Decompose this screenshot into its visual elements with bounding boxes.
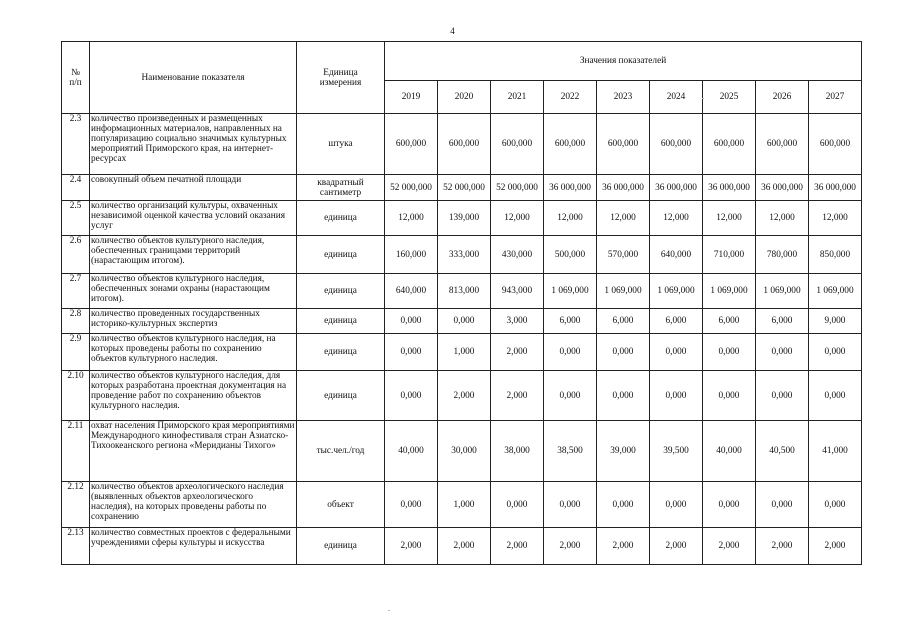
value-cell: 36 000,000 <box>703 175 756 201</box>
row-number: 2.3 <box>62 114 90 175</box>
header-year: 2019 <box>385 81 438 114</box>
indicator-name: количество проведенных государственных историко-культурных экспертиз <box>90 309 297 334</box>
scan-speck <box>702 98 704 99</box>
value-cell: 0,000 <box>703 371 756 421</box>
value-cell: 0,000 <box>650 371 703 421</box>
value-cell: 0,000 <box>809 482 862 528</box>
value-cell: 2,000 <box>491 371 544 421</box>
value-cell: 640,000 <box>385 274 438 309</box>
unit-of-measure: единица <box>297 371 385 421</box>
value-cell: 36 000,000 <box>544 175 597 201</box>
value-cell: 0,000 <box>385 334 438 371</box>
value-cell: 0,000 <box>544 371 597 421</box>
indicator-name: количество объектов культурного наследия, обеспеченных зонами охраны (нарастающим итогом). <box>90 274 297 309</box>
value-cell: 0,000 <box>809 334 862 371</box>
table-row <box>62 482 862 528</box>
value-cell: 600,000 <box>650 114 703 175</box>
table-row <box>62 309 862 334</box>
value-cell: 0,000 <box>385 309 438 334</box>
row-number: 2.6 <box>62 236 90 274</box>
value-cell: 0,000 <box>756 482 809 528</box>
table-row <box>62 175 862 201</box>
value-cell: 160,000 <box>385 236 438 274</box>
value-cell: 6,000 <box>544 309 597 334</box>
indicator-name: количество произведенных и размещенных информационных материалов, направленных на популяризацию социально значимых культурных мероприятий Приморского края, на интернет-ресурсах <box>90 114 297 175</box>
value-cell: 0,000 <box>703 334 756 371</box>
row-number: 2.13 <box>62 528 90 565</box>
value-cell: 0,000 <box>703 482 756 528</box>
value-cell: 0,000 <box>650 334 703 371</box>
unit-of-measure: единица <box>297 274 385 309</box>
unit-of-measure: штука <box>297 114 385 175</box>
value-cell: 0,000 <box>385 482 438 528</box>
value-cell: 0,000 <box>650 482 703 528</box>
value-cell: 1 069,000 <box>703 274 756 309</box>
value-cell: 600,000 <box>809 114 862 175</box>
header-name: Наименование показателя <box>90 42 297 114</box>
value-cell: 1,000 <box>438 334 491 371</box>
value-cell: 12,000 <box>597 201 650 236</box>
value-cell: 38,500 <box>544 421 597 482</box>
indicators-table <box>61 41 862 565</box>
value-cell: 570,000 <box>597 236 650 274</box>
header-num: № п/п <box>62 42 90 114</box>
value-cell: 9,000 <box>809 309 862 334</box>
row-number: 2.9 <box>62 334 90 371</box>
value-cell: 1,000 <box>438 482 491 528</box>
value-cell: 12,000 <box>756 201 809 236</box>
value-cell: 0,000 <box>491 482 544 528</box>
value-cell: 2,000 <box>650 528 703 565</box>
indicator-name: количество совместных проектов с федеральными учреждениями сферы культуры и искусства <box>90 528 297 565</box>
value-cell: 30,000 <box>438 421 491 482</box>
table-row <box>62 421 862 482</box>
value-cell: 333,000 <box>438 236 491 274</box>
indicator-name: количество организаций культуры, охваченных независимой оценкой качества условий оказания услуг <box>90 201 297 236</box>
value-cell: 139,000 <box>438 201 491 236</box>
value-cell: 600,000 <box>597 114 650 175</box>
indicator-name: совокупный объем печатной площади <box>90 175 297 201</box>
value-cell: 12,000 <box>491 201 544 236</box>
value-cell: 0,000 <box>809 371 862 421</box>
value-cell: 52 000,000 <box>438 175 491 201</box>
value-cell: 600,000 <box>491 114 544 175</box>
value-cell: 40,000 <box>703 421 756 482</box>
unit-of-measure: тыс.чел./год <box>297 421 385 482</box>
value-cell: 600,000 <box>703 114 756 175</box>
value-cell: 2,000 <box>438 528 491 565</box>
value-cell: 52 000,000 <box>385 175 438 201</box>
unit-of-measure: единица <box>297 334 385 371</box>
value-cell: 0,000 <box>597 371 650 421</box>
value-cell: 2,000 <box>544 528 597 565</box>
value-cell: 6,000 <box>703 309 756 334</box>
value-cell: 813,000 <box>438 274 491 309</box>
row-number: 2.7 <box>62 274 90 309</box>
value-cell: 600,000 <box>756 114 809 175</box>
unit-of-measure: квадратный сантиметр <box>297 175 385 201</box>
unit-of-measure: единица <box>297 201 385 236</box>
unit-of-measure: единица <box>297 528 385 565</box>
table-row <box>62 334 862 371</box>
unit-of-measure: объект <box>297 482 385 528</box>
value-cell: 0,000 <box>544 482 597 528</box>
header-year: 2027 <box>809 81 862 114</box>
row-number: 2.8 <box>62 309 90 334</box>
value-cell: 943,000 <box>491 274 544 309</box>
row-number: 2.4 <box>62 175 90 201</box>
page-number: 4 <box>450 26 455 36</box>
table-row <box>62 236 862 274</box>
table-row <box>62 201 862 236</box>
indicator-name: количество объектов культурного наследия, на которых проведены работы по сохранению объектов культурного наследия. <box>90 334 297 371</box>
value-cell: 0,000 <box>544 334 597 371</box>
row-number: 2.11 <box>62 421 90 482</box>
scan-speck <box>388 610 390 611</box>
value-cell: 500,000 <box>544 236 597 274</box>
value-cell: 3,000 <box>491 309 544 334</box>
unit-of-measure: единица <box>297 236 385 274</box>
value-cell: 36 000,000 <box>597 175 650 201</box>
value-cell: 2,000 <box>597 528 650 565</box>
value-cell: 0,000 <box>385 371 438 421</box>
value-cell: 0,000 <box>597 482 650 528</box>
value-cell: 1 069,000 <box>650 274 703 309</box>
header-year: 2022 <box>544 81 597 114</box>
value-cell: 430,000 <box>491 236 544 274</box>
row-number: 2.12 <box>62 482 90 528</box>
value-cell: 600,000 <box>544 114 597 175</box>
value-cell: 2,000 <box>491 528 544 565</box>
value-cell: 52 000,000 <box>491 175 544 201</box>
value-cell: 40,000 <box>385 421 438 482</box>
header-values: Значения показателей <box>385 42 862 81</box>
header-year: 2021 <box>491 81 544 114</box>
indicator-name: количество объектов культурного наследия, для которых разработана проектная документация на проведение работ по сохранению объектов культурного наследия. <box>90 371 297 421</box>
value-cell: 6,000 <box>597 309 650 334</box>
table-row <box>62 114 862 175</box>
value-cell: 2,000 <box>491 334 544 371</box>
value-cell: 640,000 <box>650 236 703 274</box>
value-cell: 12,000 <box>544 201 597 236</box>
table-row <box>62 371 862 421</box>
value-cell: 2,000 <box>703 528 756 565</box>
row-number: 2.5 <box>62 201 90 236</box>
header-year: 2026 <box>756 81 809 114</box>
value-cell: 0,000 <box>756 371 809 421</box>
value-cell: 12,000 <box>703 201 756 236</box>
value-cell: 0,000 <box>438 309 491 334</box>
value-cell: 39,500 <box>650 421 703 482</box>
value-cell: 1 069,000 <box>809 274 862 309</box>
value-cell: 41,000 <box>809 421 862 482</box>
table-row <box>62 528 862 565</box>
value-cell: 710,000 <box>703 236 756 274</box>
value-cell: 850,000 <box>809 236 862 274</box>
value-cell: 1 069,000 <box>544 274 597 309</box>
value-cell: 0,000 <box>597 334 650 371</box>
row-number: 2.10 <box>62 371 90 421</box>
value-cell: 40,500 <box>756 421 809 482</box>
value-cell: 0,000 <box>756 334 809 371</box>
value-cell: 2,000 <box>756 528 809 565</box>
value-cell: 12,000 <box>809 201 862 236</box>
header-year: 2023 <box>597 81 650 114</box>
header-year: 2020 <box>438 81 491 114</box>
value-cell: 39,000 <box>597 421 650 482</box>
value-cell: 600,000 <box>385 114 438 175</box>
indicator-name: охват населения Приморского края мероприятиями Международного кинофестиваля стран Азиатско-Тихоокеанского региона «Меридианы Тихого» <box>90 421 297 482</box>
value-cell: 1 069,000 <box>756 274 809 309</box>
unit-of-measure: единица <box>297 309 385 334</box>
value-cell: 12,000 <box>650 201 703 236</box>
indicator-name: количество объектов культурного наследия, обеспеченных границами территорий (нарастающим итогом). <box>90 236 297 274</box>
indicator-name: количество объектов археологического наследия (выявленных объектов археологического наследия), на которых проведены работы по сохранению <box>90 482 297 528</box>
value-cell: 36 000,000 <box>809 175 862 201</box>
value-cell: 1 069,000 <box>597 274 650 309</box>
value-cell: 38,000 <box>491 421 544 482</box>
value-cell: 6,000 <box>650 309 703 334</box>
header-year: 2024 <box>650 81 703 114</box>
value-cell: 6,000 <box>756 309 809 334</box>
value-cell: 780,000 <box>756 236 809 274</box>
value-cell: 2,000 <box>385 528 438 565</box>
value-cell: 36 000,000 <box>650 175 703 201</box>
value-cell: 36 000,000 <box>756 175 809 201</box>
header-unit: Единица измерения <box>297 42 385 114</box>
header-year: 2025 <box>703 81 756 114</box>
table-row <box>62 274 862 309</box>
value-cell: 12,000 <box>385 201 438 236</box>
value-cell: 2,000 <box>438 371 491 421</box>
value-cell: 600,000 <box>438 114 491 175</box>
value-cell: 2,000 <box>809 528 862 565</box>
